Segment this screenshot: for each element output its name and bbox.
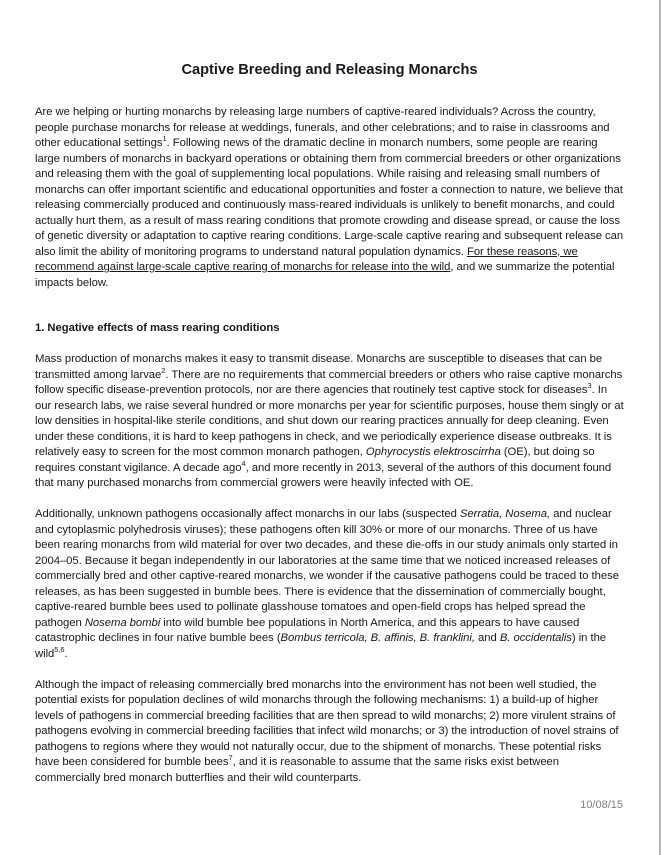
text-segment: Mass production of monarchs makes it easy to transmit disease. Monarchs are susceptible to diseases that can be transmitted among larvae [35, 353, 603, 381]
text-segment: For these reasons, we recommend against large-scale captive rearing of monarchs for release into the wild [35, 245, 578, 273]
text-segment: , and we summarize the potential impacts below. [35, 261, 615, 289]
page-footer [580, 799, 623, 811]
text-segment: and [474, 632, 500, 644]
footnote-reference: 4 [241, 458, 246, 468]
text-segment: into wild bumble bee populations in North America, and this appears to have caused catastrophic declines in four native bumble bees ( [35, 616, 580, 644]
text-segment: 1. Negative effects of mass rearing conditions [35, 322, 280, 334]
paragraph [35, 678, 625, 787]
date-stamp: 10/08/15 [580, 799, 623, 811]
text-segment: , and it is reasonable to assume that the same risks exist between commercially bred monarch butterflies and their wild counterparts. [35, 756, 560, 784]
paragraph [35, 507, 625, 662]
footnote-reference: 5,6 [54, 644, 65, 654]
paragraph [35, 352, 625, 492]
section-heading [35, 321, 625, 337]
text-segment: B. occidentalis [499, 632, 572, 644]
text-segment: Although the impact of releasing commercially bred monarchs into the environment has not been well studied, the potential exists for population declines of wild monarchs through the following mechanisms: 1) a build-up of higher levels of pathogens in commercial breeding facilities that are then spread to wild monarchs; 2) more virulent strains of pathogens evolving in commercial breeding facilities that infect wild monarchs; or 3) the introduction of novel strains of pathogens to regions where they would not naturally occur, due to the shipment of monarchs. These potential risks have been considered for bumble bees [35, 678, 619, 768]
text-segment: ) in the wild [35, 632, 607, 660]
text-segment: Are we helping or hurting monarchs by releasing large numbers of captive-reared individuals? Across the country, people purchase monarchs for release at weddings, funerals, and other celebrations; and to raise in classrooms and other educational settings [35, 106, 610, 149]
footnote-reference: 3 [587, 381, 592, 391]
text-segment: Serratia, Nosema, [459, 508, 551, 520]
footnote-reference: 2 [161, 365, 166, 375]
text-segment: . There are no requirements that commercial breeders or others who raise captive monarchs follow specific disease-prevention protocols, nor are there agencies that routinely test captive stock for diseases [35, 368, 623, 396]
document-body [35, 105, 625, 786]
footnote-reference: 7 [228, 753, 233, 763]
text-segment: . Following news of the dramatic decline in monarch numbers, some people are rearing large numbers of monarchs in backyard operations or obtaining them from commercial breeders or other organizations and releasing them with the goal of supplementing local populations. While raising and releasing small numbers of monarchs can offer important scientific and educational opportunities and foster a connection to nature, we believe that releasing commercially produced and continuously mass-reared individuals is unlikely to benefit monarchs, and could actually hurt them, as a result of mass rearing conditions that promote crowding and disease spread, or cause the loss of genetic diversity or adaptation to captive rearing conditions. Large-scale captive rearing and subsequent release can also limit the ability of monitoring programs to understand natural population dynamics. [35, 137, 624, 258]
footnote-reference: 1 [162, 134, 167, 144]
text-segment: Nosema bombi [84, 616, 161, 629]
text-segment: . In our research labs, we raise several hundred or more monarchs per year for scientific purposes, house them singly or at low densities in hospital-like sterile conditions, and shut down our rearing practices annually for deep cleaning. Even under these conditions, it is hard to keep pathogens in check, and we periodically experience disease outbreaks. It is relatively easy to screen for the most common monarch pathogen, [35, 384, 624, 458]
text-segment: , and more recently in 2013, several of the authors of this document found that many purchased monarchs from commercial growers were heavily infected with OE. [35, 461, 612, 489]
paragraph [35, 105, 625, 291]
document-title: Captive Breeding and Releasing Monarchs [181, 62, 478, 78]
text-segment: Bombus terricola, B. affinis, B. franklini, [280, 632, 475, 644]
text-segment: . [64, 647, 68, 660]
text-segment: (OE), but doing so requires constant vigilance. A decade ago [35, 446, 595, 474]
text-segment: and nuclear and cytoplasmic polyhedrosis viruses); these pathogens often kill 30% or more of our monarchs. Three of us have been rearing monarchs from wild material for over two decades, and these die-offs in our study animals only started in 2004–05. Because it began independently in our laboratories at the same time that we noticed increased releases of commercially bred and other captive-reared monarchs, we wonder if the causative pathogens could be traced to these releases, as has been suggested in bumble bees. There is evidence that the dissemination of commercially bought, captive-reared bumble bees used to pollinate glasshouse tomatoes and open-field crops has helped spread the pathogen [35, 508, 619, 629]
text-segment: Ophyrocystis elektroscirrha [365, 446, 501, 458]
text-segment: Additionally, unknown pathogens occasionally affect monarchs in our labs (suspected [35, 508, 460, 520]
